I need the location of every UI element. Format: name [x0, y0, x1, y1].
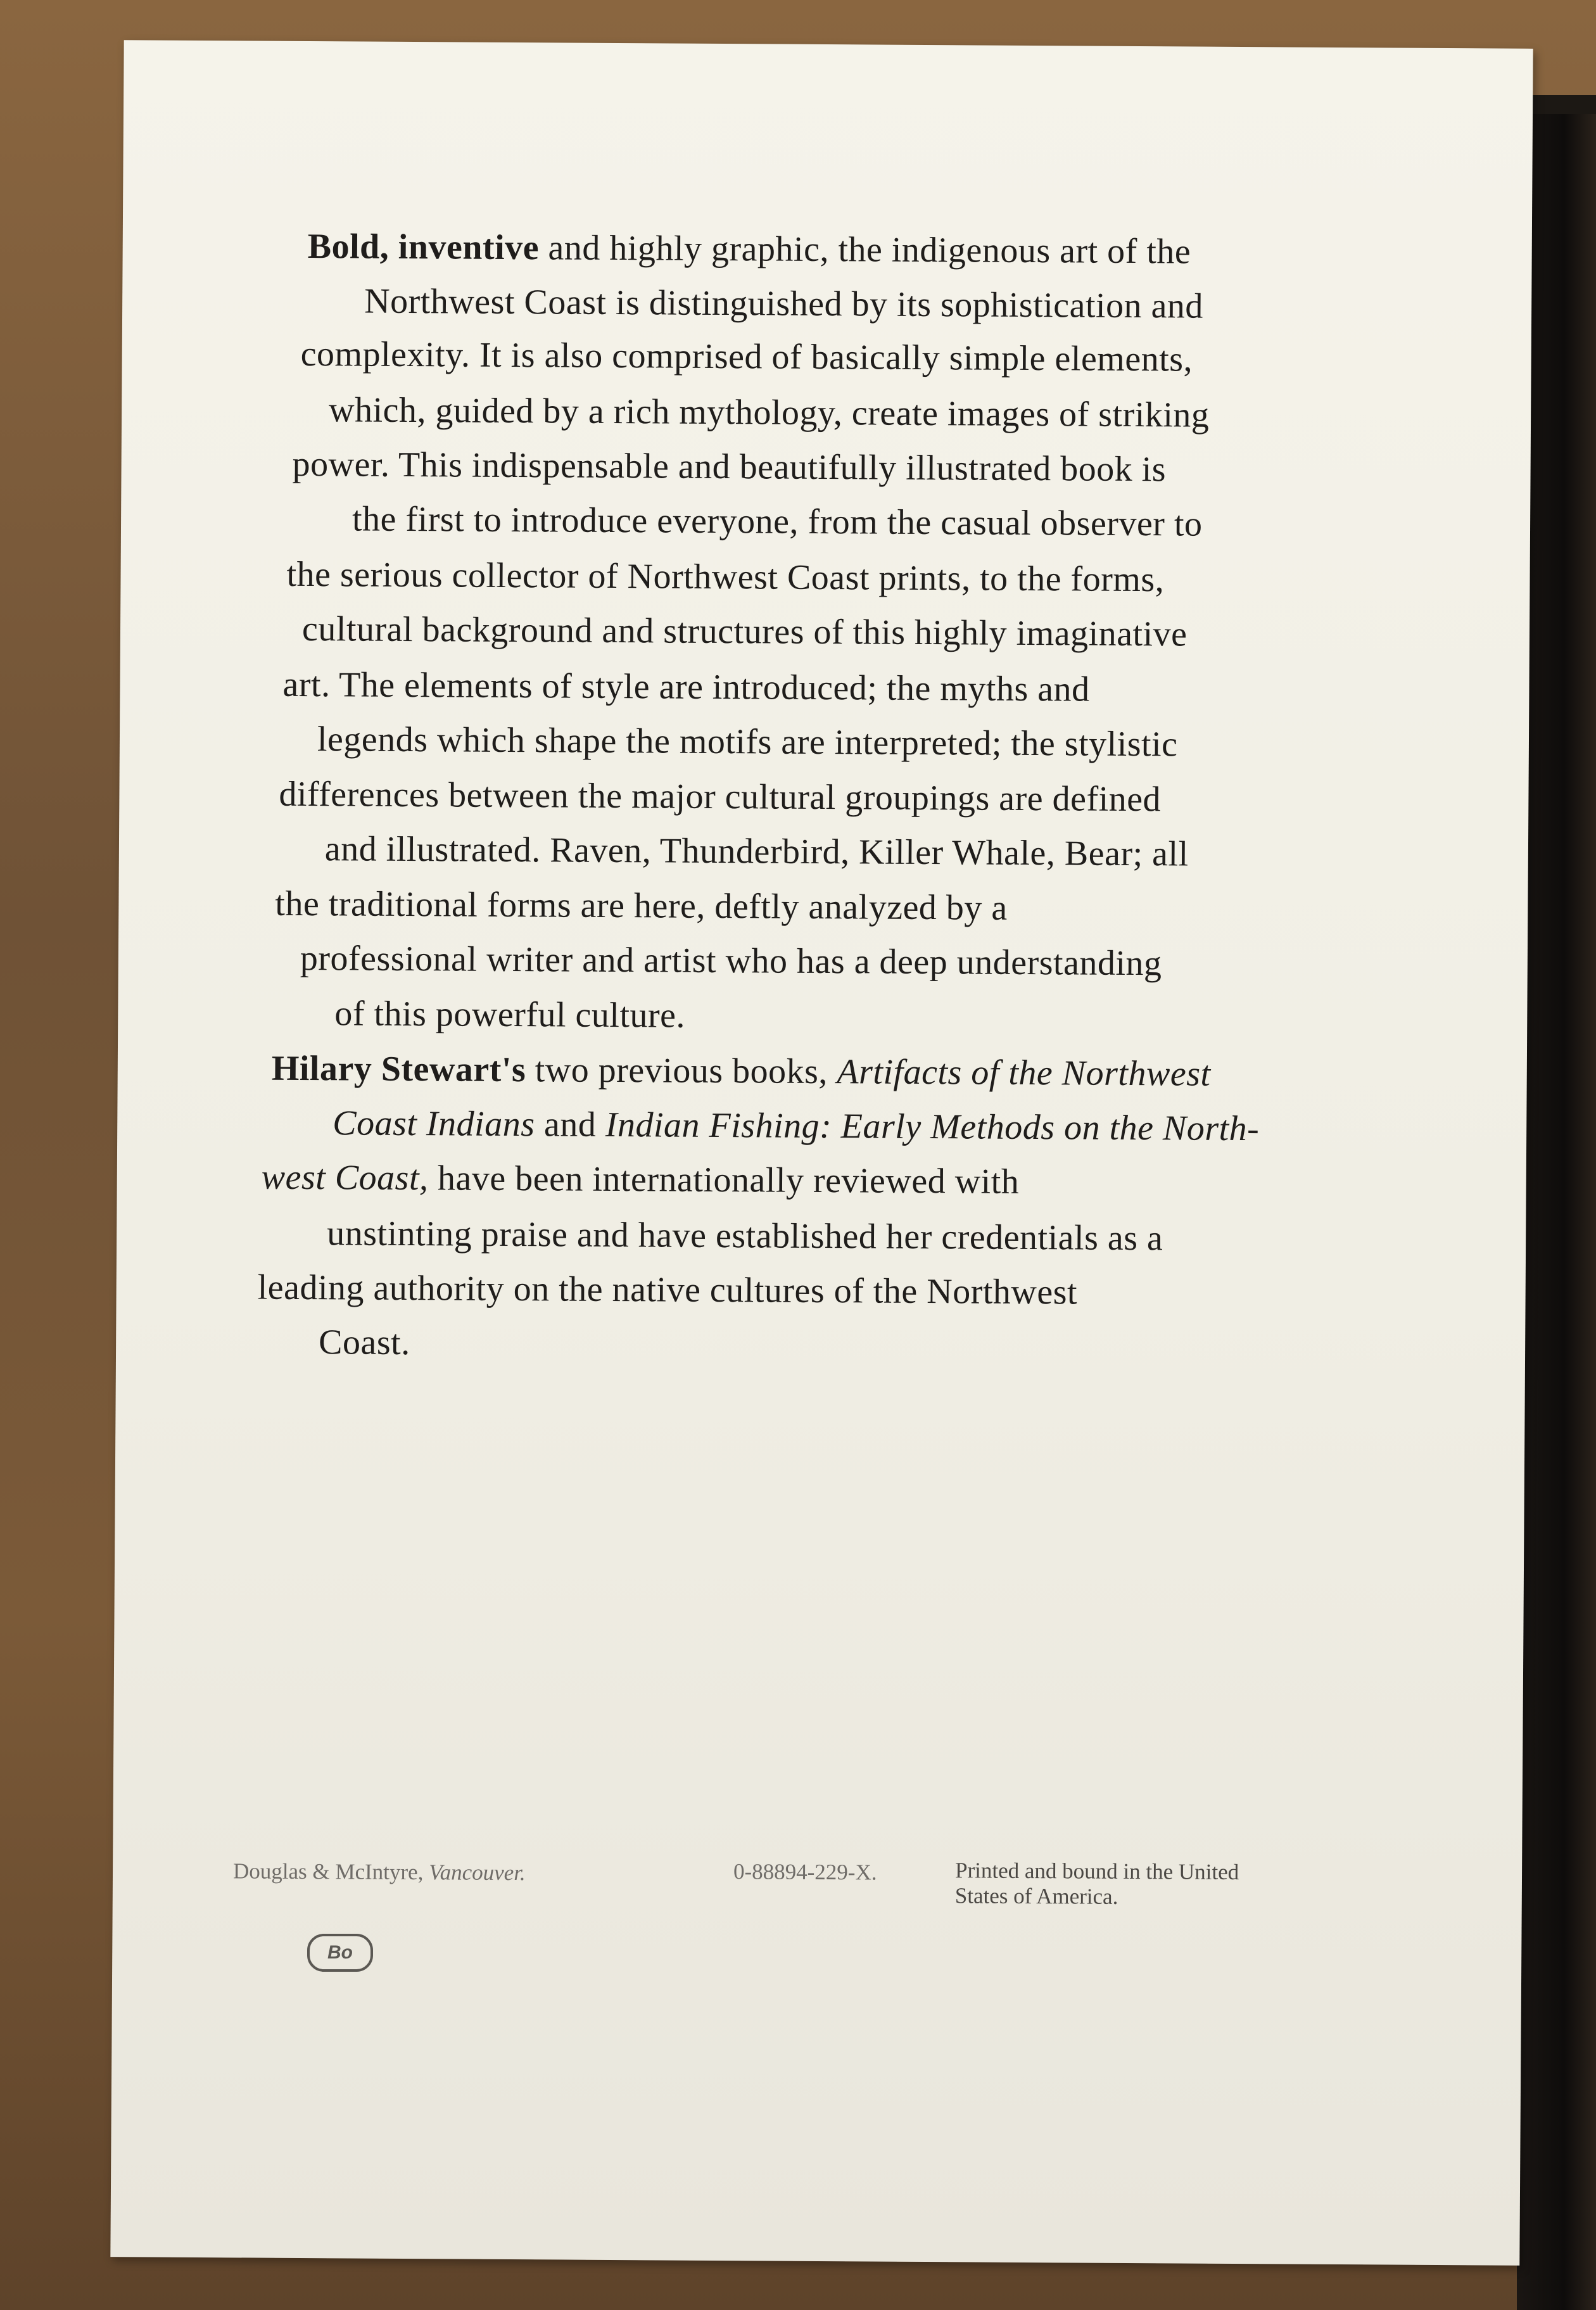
blurb-line-2: Northwest Coast is distinguished by its sophistication and — [364, 281, 1204, 326]
author-line-4: unstinting praise and have established her credentials as a — [327, 1214, 1163, 1259]
blurb-line-8: cultural background and structures of this highly imaginative — [301, 609, 1188, 654]
printed-line-1: Printed and bound in the United — [954, 1858, 1239, 1885]
book-title-artifacts: Artifacts of the Northwest — [837, 1052, 1211, 1094]
publisher-city: Vancouver. — [429, 1860, 526, 1886]
blurb-line-6: the first to introduce everyone, from the casual observer to — [352, 499, 1203, 544]
blurb-line-13: the traditional forms are here, deftly analyzed by a — [275, 884, 1008, 928]
author-line-3: west Coast, have been internationally reviewed with — [261, 1157, 1020, 1202]
blurb-line-10: legends which shape the motifs are interpreted; the stylistic — [317, 720, 1178, 765]
publisher-name: Douglas & McIntyre, — [232, 1858, 424, 1885]
publisher-imprint — [233, 1858, 526, 1886]
blurb-line-7: the serious collector of Northwest Coast prints, to the forms, — [286, 554, 1165, 600]
publisher-logo-icon: Bo — [307, 1934, 373, 1972]
blurb-line-4: which, guided by a rich mythology, create images of striking — [328, 390, 1210, 435]
printed-line-2: States of America. — [954, 1883, 1118, 1909]
author-line-5: leading authority on the native cultures of the Northwest — [257, 1267, 1078, 1312]
blurb-line-1: Bold, inventive and highly graphic, the indigenous art of the — [307, 227, 1191, 272]
blurb-line-15: of this powerful culture. — [334, 994, 686, 1036]
author-line-6: Coast. — [318, 1323, 410, 1363]
blurb-bold-opening: Bold, inventive — [307, 227, 540, 268]
author-name: Hilary Stewart's — [271, 1048, 526, 1090]
author-line-2: Coast Indians and Indian Fishing: Early Methods on the North- — [332, 1103, 1260, 1149]
book-back-cover — [110, 40, 1533, 2266]
blurb-line-11: differences between the major cultural groupings are defined — [279, 774, 1162, 820]
book-title-indian-fishing: Indian Fishing: Early Methods on the North- — [605, 1105, 1260, 1149]
blurb-line-9: art. The elements of style are introduced; the myths and — [282, 664, 1090, 709]
isbn: 0-88894-229-X. — [733, 1859, 877, 1885]
author-line-1: Hilary Stewart's two previous books, Artifacts of the Northwest — [271, 1048, 1211, 1094]
blurb-line-5: power. This indispensable and beautifully illustrated book is — [292, 444, 1167, 490]
blurb-line-12: and illustrated. Raven, Thunderbird, Killer Whale, Bear; all — [324, 829, 1189, 874]
blurb-line-3: complexity. It is also comprised of basically simple elements, — [300, 334, 1193, 379]
blurb-line-14: professional writer and artist who has a deep understanding — [300, 938, 1162, 984]
